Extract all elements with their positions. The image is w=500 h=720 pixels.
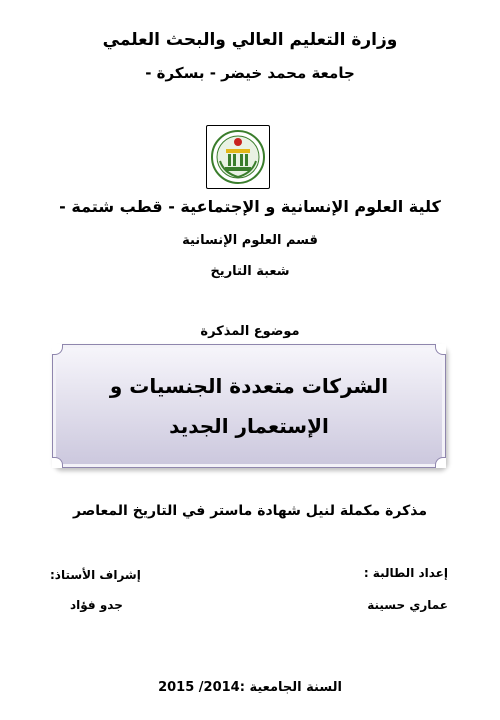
supervisor-label: إشراف الأستاذ: [50, 568, 141, 582]
thesis-title: الشركات متعددة الجنسيات و الإستعمار الجديد [109, 374, 389, 438]
thesis-title-box [52, 344, 446, 468]
university-name: جامعة محمد خيضر - بسكرة - [145, 64, 355, 82]
thesis-description: مذكرة مكملة لنيل شهادة ماستر في التاريخ المعاصر [72, 503, 427, 519]
university-logo-icon [206, 125, 270, 189]
faculty-name: كلية العلوم الإنسانية و الإجتماعية - قطب شتمة - [59, 197, 441, 216]
branch-name: شعبة التاريخ [210, 264, 290, 279]
student-name: عماري حسينة [367, 598, 448, 612]
ministry-heading: وزارة التعليم العالي والبحث العلمي [102, 30, 398, 50]
subject-label: موضوع المذكرة [200, 324, 300, 339]
student-label: إعداد الطالبة : [363, 566, 448, 580]
supervisor-name: جدو فؤاد [70, 598, 123, 612]
academic-year: السنة الجامعية :2014/ 2015 [158, 680, 342, 695]
department-name: قسم العلوم الإنسانية [182, 233, 318, 248]
